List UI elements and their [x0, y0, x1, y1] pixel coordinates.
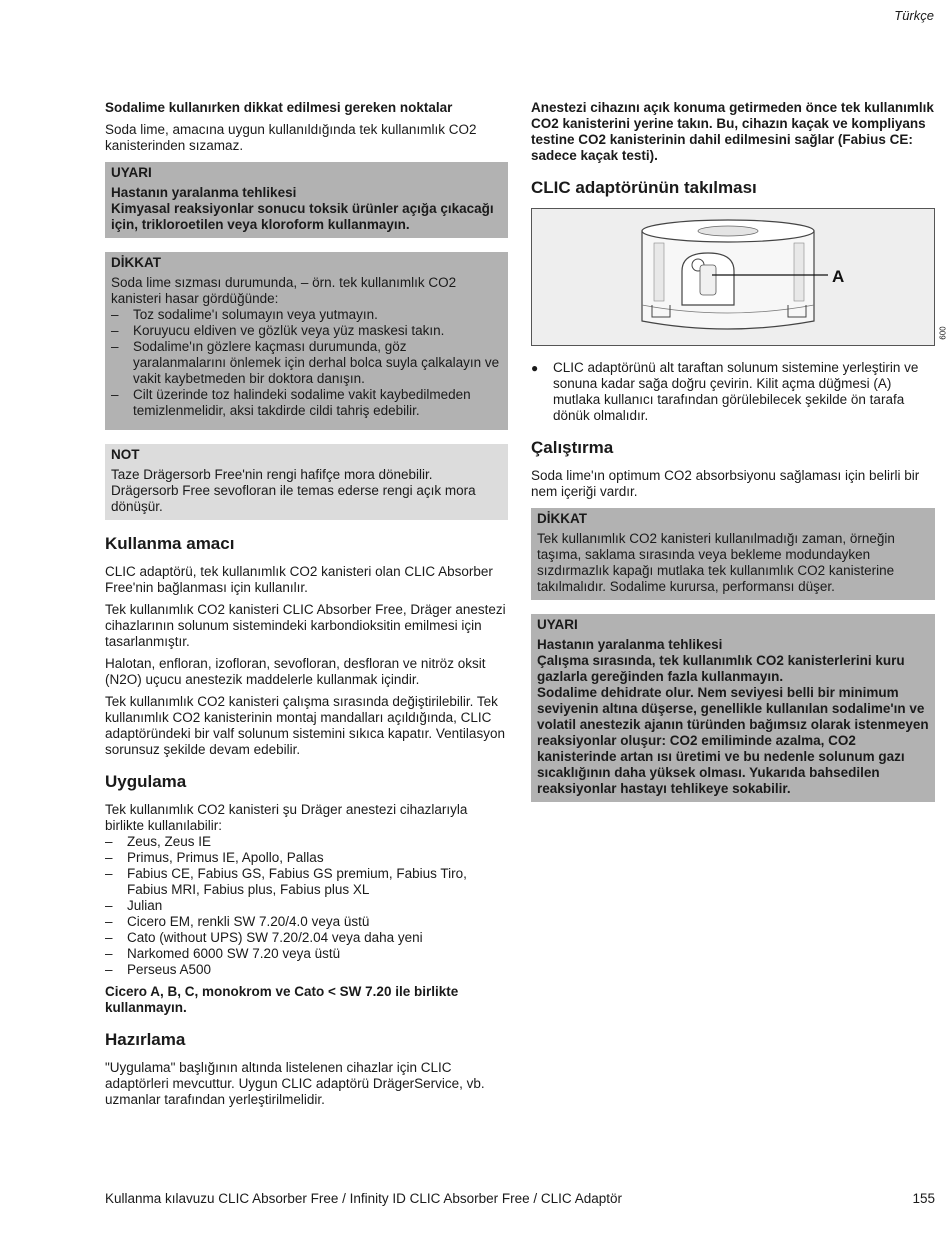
figure-label-a: A — [832, 267, 845, 286]
install-intro: Anestezi cihazını açık konuma getirmeden önce tek kullanımlık CO2 kanisterini yerine takın. Bu, cihazın kaçak ve kompliyans testine CO2 kanisterinin dahil edilmesini sağlar (Fabius CE: sadece kaçak testi). — [531, 100, 934, 163]
paragraph: Tek kullanımlık CO2 kanisteri çalışma sırasında değiştirilebilir. Tek kullanımlık CO2 kanisterinin montaj mandalları açıldığında, CLIC adaptöründeki bir valf solunum sistemini sıkıca kapatır. Ventilasyon sorunsuz şekilde devam edebilir. — [105, 694, 505, 757]
section-heading-purpose: Kullanma amacı — [105, 534, 235, 553]
note-label: NOT — [111, 447, 140, 462]
warning-box — [531, 614, 935, 802]
intro-title: Sodalime kullanırken dikkat edilmesi gereken noktalar — [105, 100, 453, 115]
section-heading-application: Uygulama — [105, 772, 187, 791]
restriction-text: Cicero A, B, C, monokrom ve Cato < SW 7.20 ile birlikte kullanmayın. — [105, 984, 459, 1015]
canister-illustration-icon — [532, 209, 934, 345]
install-instruction: ● CLIC adaptörünü alt taraftan solunum sistemine yerleştirin ve sonuna kadar sağa doğru çevirin. Kilit açma düğmesi (A) mutlaka kullanıcı tarafından görülebilecek şekilde ön tarafa dönük olmalıdır. — [531, 360, 935, 424]
paragraph: CLIC adaptörü, tek kullanımlık CO2 kanisteri olan CLIC Absorber Free'nin bağlanması için kullanılır. — [105, 564, 493, 595]
list-item: – Koruyucu eldiven ve gözlük veya yüz maskesi takın. — [111, 323, 502, 339]
paragraph: "Uygulama" başlığının altında listelenen cihazlar için CLIC adaptörleri mevcuttur. Uygun CLIC adaptörü DrägerService, vb. uzmanlar tarafından yerleştirilmelidir. — [105, 1060, 485, 1107]
list-item: – Sodalime'ın gözlere kaçması durumunda, göz yaralanmalarını önlemek için derhal bolca suyla çalkalayın ve vakit kaybetmeden bir doktora danışın. — [111, 339, 502, 387]
warning-title: Hastanın yaralanma tehlikesi — [537, 637, 723, 652]
language-label: Türkçe — [894, 8, 934, 23]
caution-text: Tek kullanımlık CO2 kanisteri kullanılmadığı zaman, örneğin taşıma, saklama sırasında veya bekleme modundayken sızdırmazlık kapağı mutlaka tek kullanımlık CO2 kanisterine takılmalıdır. Sodalime kurursa, performansı düşer. — [537, 531, 895, 594]
caution-box — [105, 252, 508, 430]
list-item: – Toz sodalime'ı solumayın veya yutmayın. — [111, 307, 502, 323]
paragraph: Soda lime'ın optimum CO2 absorbsiyonu sağlaması için belirli bir nem içeriği vardır. — [531, 468, 920, 499]
warning-text: Çalışma sırasında, tek kullanımlık CO2 kanisterlerini kuru gazlarla gereğinden fazla kullanmayın. — [537, 653, 905, 684]
caution-label: DİKKAT — [537, 511, 587, 526]
list-item: – Cicero EM, renkli SW 7.20/4.0 veya üstü — [105, 914, 508, 930]
application-intro: Tek kullanımlık CO2 kanisteri şu Dräger anestezi cihazlarıyla birlikte kullanılabilir: — [105, 802, 468, 833]
list-item: – Narkomed 6000 SW 7.20 veya üstü — [105, 946, 508, 962]
device-list — [105, 834, 508, 978]
warning-label: UYARI — [537, 617, 578, 632]
left-column — [105, 100, 508, 1114]
list-item: – Julian — [105, 898, 508, 914]
list-item: – Primus, Primus IE, Apollo, Pallas — [105, 850, 508, 866]
intro-text: Soda lime, amacına uygun kullanıldığında tek kullanımlık CO2 kanisterinden sızamaz. — [105, 122, 477, 153]
note-text: Taze Drägersorb Free'nin rengi hafifçe mora dönebilir. Drägersorb Free sevofloran ile temas ederse rengi açık mora dönüşür. — [111, 467, 476, 514]
list-item: – Cilt üzerinde toz halindeki sodalime vakit kaybedilmeden temizlenmelidir, aksi takdirde cildi tahriş edebilir. — [111, 387, 502, 419]
caution-box — [531, 508, 935, 600]
adapter-figure — [531, 208, 947, 346]
list-item: – Perseus A500 — [105, 962, 508, 978]
figure-number: 009 — [937, 326, 947, 340]
page-number: 155 — [912, 1191, 935, 1206]
section-heading-install: CLIC adaptörünün takılması — [531, 178, 757, 197]
list-item: – Fabius CE, Fabius GS, Fabius GS premium, Fabius Tiro, Fabius MRI, Fabius plus, Fabius plus XL — [105, 866, 508, 898]
warning-box — [105, 162, 508, 238]
list-item: – Zeus, Zeus IE — [105, 834, 508, 850]
right-column — [531, 100, 947, 816]
paragraph: Halotan, enfloran, izofloran, sevofloran, desfloran ve nitröz oksit (N2O) uçucu anestezik maddelerle kullanmak içindir. — [105, 656, 486, 687]
section-heading-preparation: Hazırlama — [105, 1030, 186, 1049]
footer-title: Kullanma kılavuzu CLIC Absorber Free / Infinity ID CLIC Absorber Free / CLIC Adaptör — [105, 1191, 622, 1206]
warning-label: UYARI — [111, 165, 152, 180]
caution-label: DİKKAT — [111, 255, 161, 270]
page-footer — [105, 1191, 935, 1207]
section-heading-operation: Çalıştırma — [531, 438, 614, 457]
warning-text: Sodalime dehidrate olur. Nem seviyesi belli bir minimum seviyenin altına düşerse, genellikle kullanılan sodalime'ın ve volatil anestezik ajanın türünden bağımsız olarak istenmeyen reaksiyonlar oluşur: CO2 emiliminde azalma, CO2 kanisterinde artan ısı üretimi ve bu nedenle solunum gazı sıcaklığının daha yüksek olması. Yukarıda bahsedilen reaksiyonlar hastayı tehlikeye sokabilir. — [537, 685, 929, 796]
warning-title: Hastanın yaralanma tehlikesi — [111, 185, 297, 200]
list-item: – Cato (without UPS) SW 7.20/2.04 veya daha yeni — [105, 930, 508, 946]
warning-text: Kimyasal reaksiyonlar sonucu toksik ürünler açığa çıkacağı için, trikloroetilen veya kloroform kullanmayın. — [111, 201, 494, 232]
paragraph: Tek kullanımlık CO2 kanisteri CLIC Absorber Free, Dräger anestezi cihazlarının solunum sistemindeki karbondioksitin emilmesi için tasarlanmıştır. — [105, 602, 506, 649]
caution-text: Soda lime sızması durumunda, – örn. tek kullanımlık CO2 kanisteri hasar gördüğünde: — [111, 275, 457, 306]
note-box — [105, 444, 508, 520]
caution-list — [111, 307, 502, 419]
